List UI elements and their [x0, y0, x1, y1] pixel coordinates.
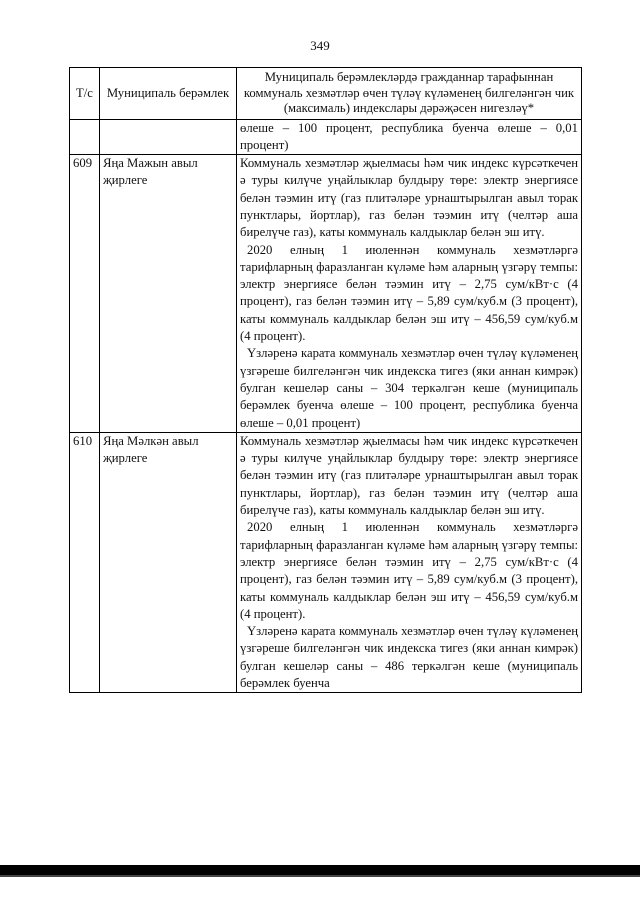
row-paragraph: Үзләренә карата коммуналь хезмәтләр өчен түләү күләменең үзгәреше билгеләнгән чик индекска тигез (яки аннан кимрәк) булган кешеләр саны – 486 теркәлгән кеше (муниципаль берәмлек буенча: [240, 624, 578, 690]
row-paragraph: Үзләренә карата коммуналь хезмәтләр өчен түләү күләменең үзгәреше билгеләнгән чик индекска тигез (яки аннан кимрәк) булган кешеләр саны – 304 теркәлгән кеше (муниципаль берәмлек буенча өлеше – 100 процент, республика буенча өлеше – 0,01 процент): [240, 346, 578, 430]
row-number: 609: [70, 155, 100, 433]
row-paragraph: 2020 елның 1 июленнән коммуналь хезмәтләргә тарифларның фаразланган күләме һәм аларның үзгәрү темпы: электр энергиясе белән тәэмин итү – 2,75 сум/кВт·с (4 процент), газ белән тәэмин итү – 5,89 сум/куб.м (3 процент), каты коммуналь калдыклар белән эш итү – 456,59 сум/куб.м (4 процент).: [240, 242, 578, 344]
index-table: [69, 67, 582, 693]
row-description: [237, 432, 582, 692]
row-paragraph: Коммуналь хезмәтләр җыелмасы һәм чик индекс күрсәткечен​ә туры килүче уңайлыклар булдыру төре: электр энергиясе белән тәэмин итү (газ плитәләре урнаштырылган авыл торак пунктлары, йортлар), газ белән тәэмин итү (челтәр аша бирелүче газ), каты коммуналь калдыклар белән эш итү.: [240, 433, 578, 518]
row-number: 610: [70, 432, 100, 692]
table-header-row: [70, 68, 582, 120]
scan-edge-band: [0, 865, 640, 875]
table-row: [70, 432, 582, 692]
continuation-row: [70, 119, 582, 155]
continuation-text: өлеше – 100 процент, республика буенча өлеше – 0,01 процент): [237, 119, 582, 155]
row-description: [237, 155, 582, 433]
row-municipality: Яңа Мажын авыл җирлеге: [100, 155, 237, 433]
header-num: Т/с: [70, 68, 100, 120]
row-paragraph: 2020 елның 1 июленнән коммуналь хезмәтләргә тарифларның фаразланган күләме һәм аларның үзгәрү темпы: электр энергиясе белән тәэмин итү – 2,75 сум/кВт·с (4 процент), газ белән тәэмин итү – 5,89 сум/куб.м (3 процент), каты коммуналь калдыклар белән эш итү – 456,59 сум/куб.м (4 процент).: [240, 520, 578, 621]
page-number: 349: [310, 38, 330, 53]
header-index: Муниципаль берәмлекләрдә гражданнар тарафыннан коммуналь хезмәтләр өчен түләү күләменең билгеләнгән чик (максималь) индекслары дәрәҗәсен нигезләү*: [237, 68, 582, 120]
row-municipality: Яңа Мәлкән авыл җирлеге: [100, 432, 237, 692]
header-municipality: Муниципаль берәмлек: [100, 68, 237, 120]
row-paragraph: Коммуналь хезмәтләр җыелмасы һәм чик индекс күрсәткечен​ә туры килүче уңайлыклар булдыру төре: электр энергиясе белән тәэмин итү (газ плитәләре урнаштырылган авыл торак пунктлары, йортлар), газ белән тәэмин итү (челтәр аша бирелүче газ), каты коммуналь калдыклар белән эш итү.: [240, 156, 578, 240]
scan-edge-line: [0, 875, 640, 877]
table-row: [70, 155, 582, 433]
